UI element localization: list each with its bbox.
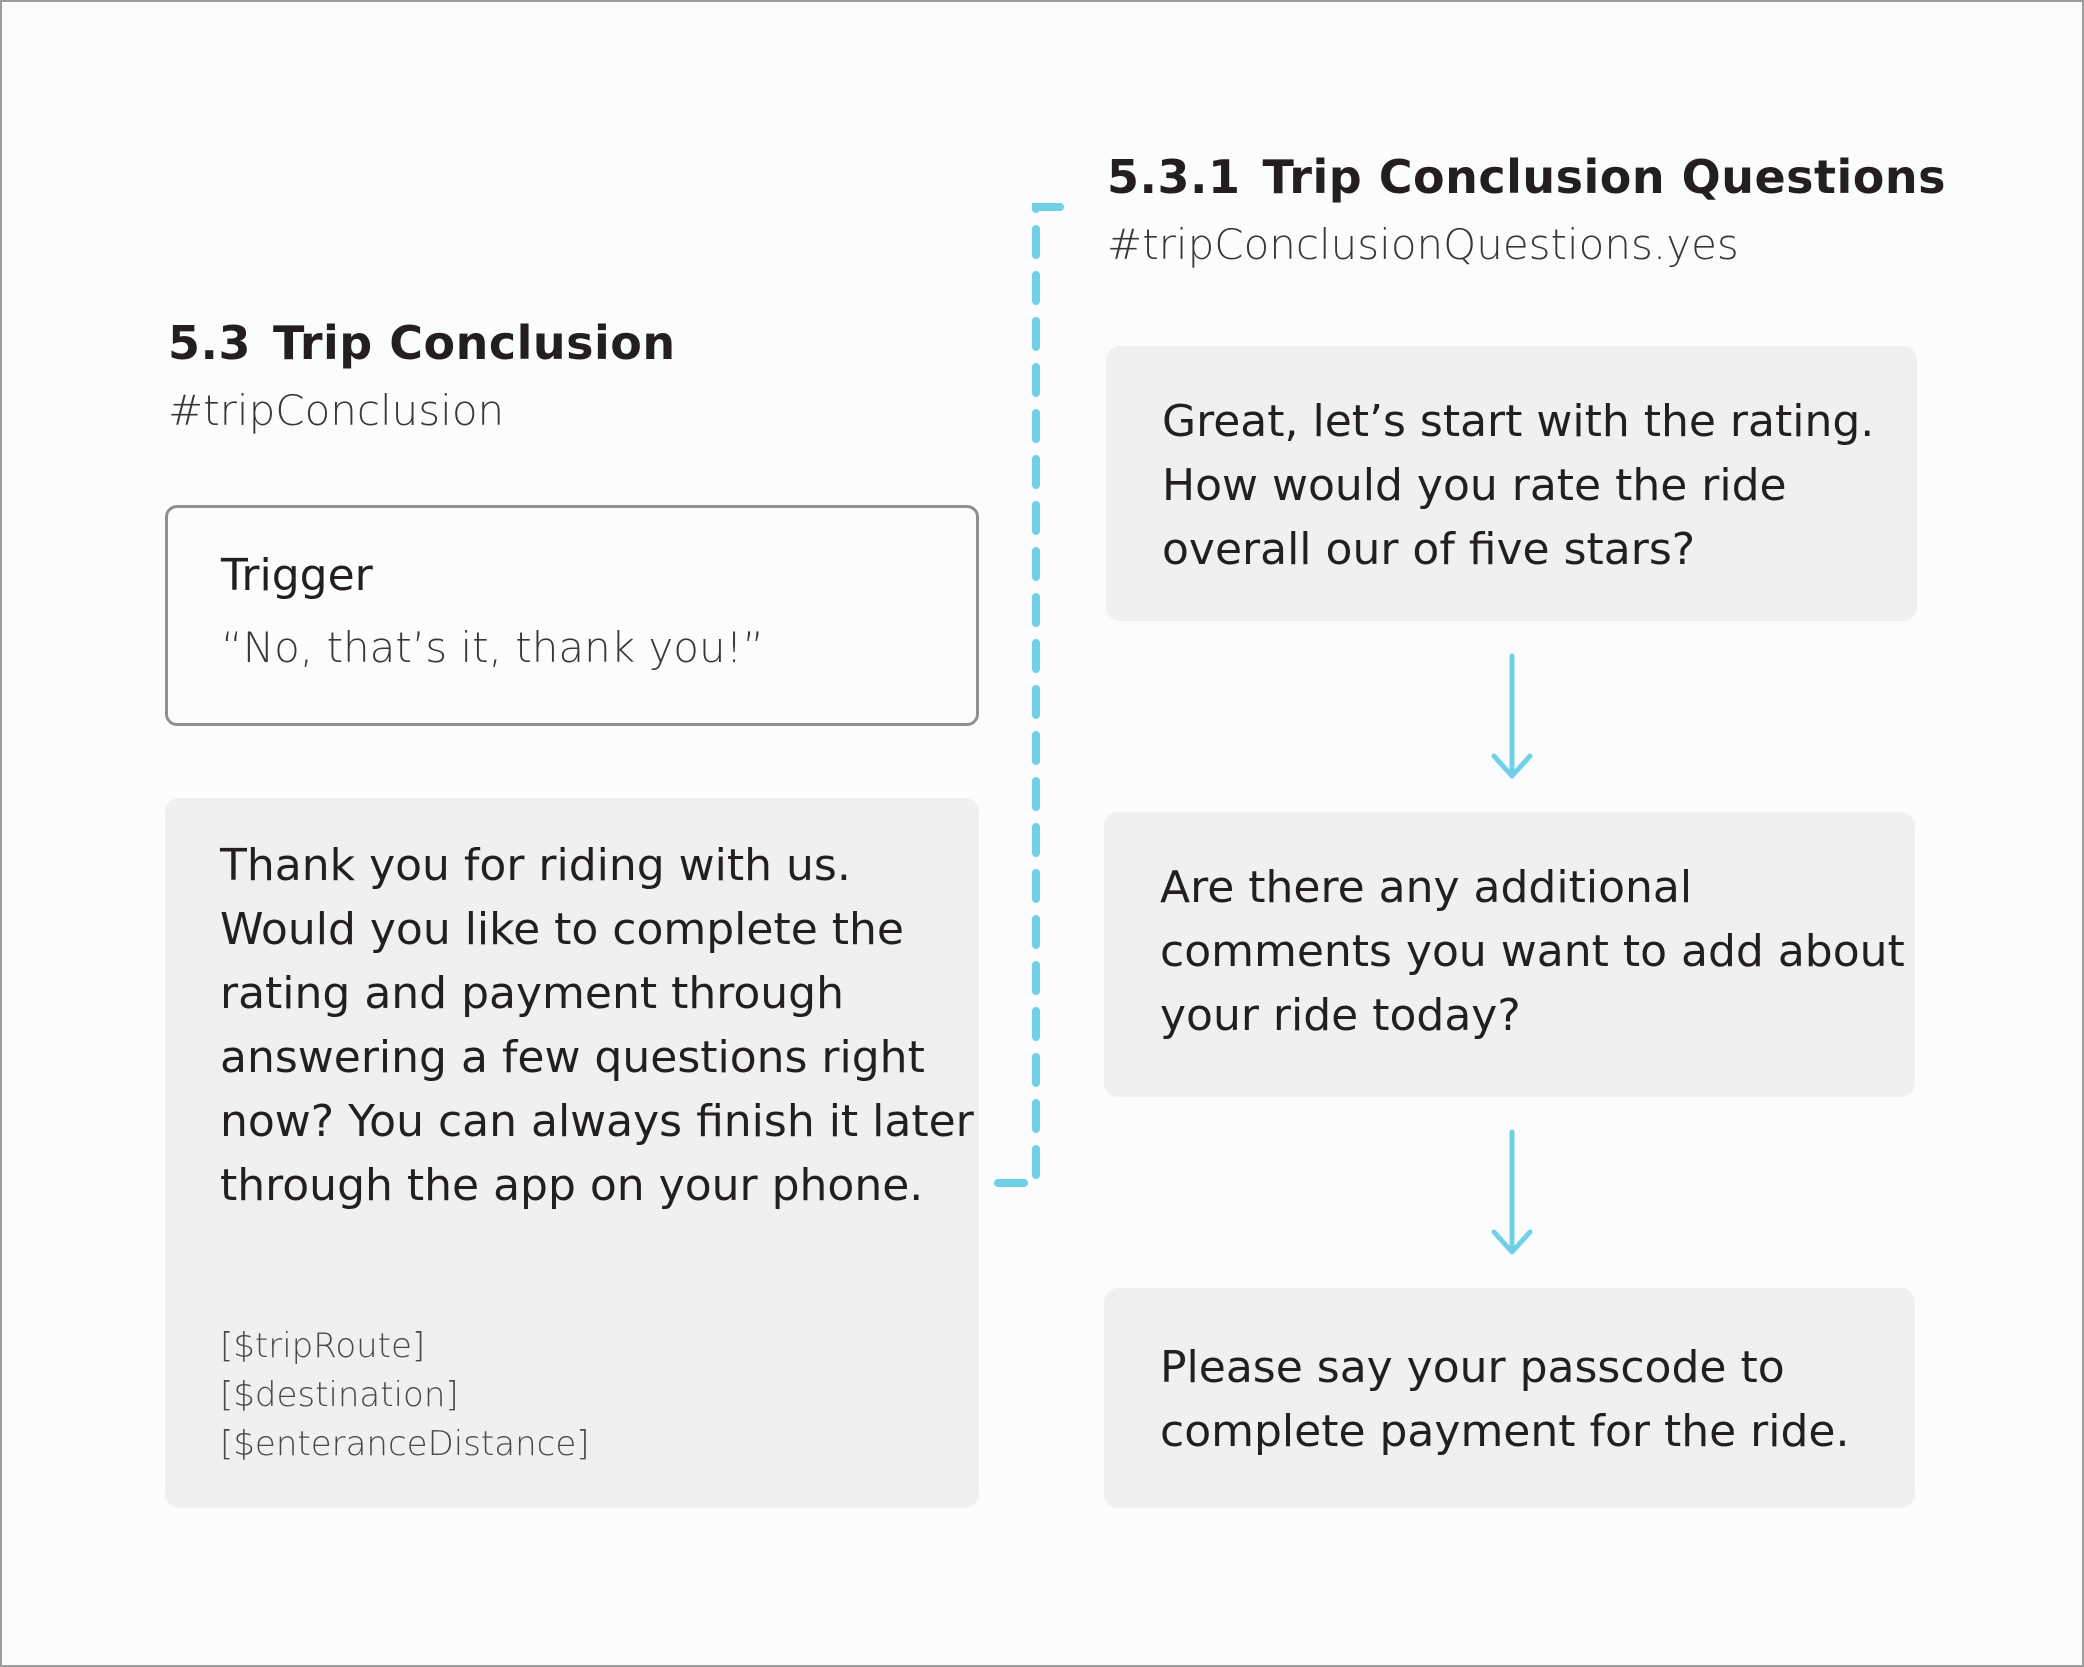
card-line: Great, let’s start with the rating. [1162,396,1875,447]
message-line: answering a few questions right [220,1032,925,1083]
message-line: Thank you for riding with us. [220,840,851,891]
message-line: now? You can always finish it later [220,1096,974,1147]
section-title-trip-conclusion [168,316,676,370]
card-text [1162,390,1874,582]
message-line: rating and payment through [220,968,844,1019]
card-line: overall our of five stars? [1162,524,1696,575]
card-line: Please say your passcode to [1160,1342,1785,1393]
section-tag: #tripConclusionQuestions.yes [1107,220,1739,269]
variable-item: [$destination] [220,1375,459,1415]
question-card-rating [1106,346,1917,621]
section-title-trip-conclusion-questions [1107,150,1946,204]
section-title-text: Trip Conclusion Questions [1262,150,1947,204]
question-card-passcode [1104,1288,1915,1508]
card-line: your ride today? [1160,990,1521,1041]
section-number: 5.3.1 [1107,150,1241,204]
variable-item: [$enteranceDistance] [220,1424,590,1464]
message-line: Would you like to complete the [220,904,904,955]
variable-list [220,1322,590,1469]
trigger-box [165,505,979,726]
trip-conclusion-message-card [165,798,979,1508]
card-line: complete payment for the ride. [1160,1406,1850,1457]
trigger-label: Trigger [221,550,373,601]
card-line: comments you want to add about [1160,926,1905,977]
trigger-quote: “No, that’s it, thank you!” [221,623,765,672]
message-line: through the app on your phone. [220,1160,924,1211]
card-text [1160,856,1905,1048]
card-text [1160,1336,1849,1464]
message-text [220,834,974,1218]
question-card-comments [1104,812,1915,1097]
section-tag: #tripConclusion [168,386,505,435]
card-line: How would you rate the ride [1162,460,1787,511]
section-number: 5.3 [168,316,251,370]
card-line: Are there any additional [1160,862,1693,913]
section-title-text: Trip Conclusion [273,316,676,370]
variable-item: [$tripRoute] [220,1326,426,1366]
